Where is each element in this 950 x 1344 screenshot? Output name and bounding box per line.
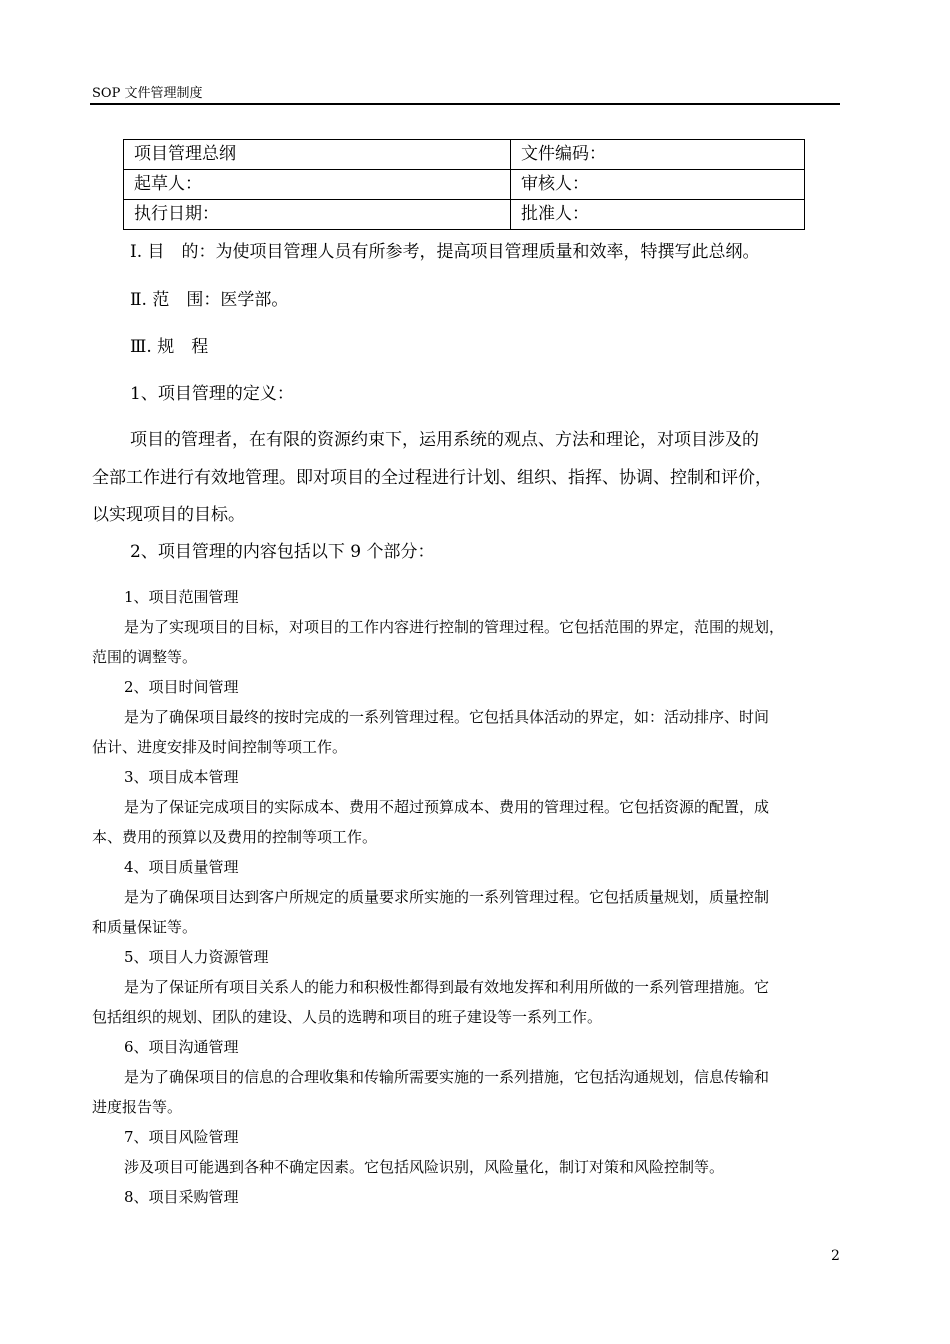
part-text: 进度报告等。 <box>92 1098 183 1116</box>
part-text: 是为了实现项目的目标，对项目的工作内容进行控制的管理过程。它包括范围的界定，范围的规划， <box>124 618 785 636</box>
header-rule <box>90 103 840 105</box>
part-text: 是为了确保项目的信息的合理收集和传输所需要实施的一系列措施，它包括沟通规划，信息传输和 <box>124 1068 770 1086</box>
part-text: 是为了确保项目最终的按时完成的一系列管理过程。它包括具体活动的界定，如：活动排序、时间 <box>124 708 770 726</box>
part-title: 6、项目沟通管理 <box>124 1038 239 1056</box>
part-text: 和质量保证等。 <box>92 918 198 936</box>
part-text: 包括组织的规划、团队的建设、人员的选聘和项目的班子建设等一系列工作。 <box>92 1008 603 1026</box>
table-row <box>124 170 805 200</box>
part-title: 8、项目采购管理 <box>124 1188 239 1206</box>
table-cell-project-title: 项目管理总纲 <box>124 140 511 170</box>
definition-line: 项目的管理者，在有限的资源约束下，运用系统的观点、方法和理论，对项目涉及的 <box>130 430 759 450</box>
table-cell-effective-date: 执行日期： <box>124 200 511 230</box>
part-title: 5、项目人力资源管理 <box>124 948 269 966</box>
part-title: 3、项目成本管理 <box>124 768 239 786</box>
part-title: 1、项目范围管理 <box>124 588 239 606</box>
section-scope: Ⅱ. 范 围：医学部。 <box>130 290 289 310</box>
definition-line: 全部工作进行有效地管理。即对项目的全过程进行计划、组织、指挥、协调、控制和评价， <box>92 468 772 488</box>
part-title: 7、项目风险管理 <box>124 1128 239 1146</box>
table-cell-approver: 批准人： <box>511 200 805 230</box>
part-title: 4、项目质量管理 <box>124 858 239 876</box>
part-text: 范围的调整等。 <box>92 648 198 666</box>
part-text: 涉及项目可能遇到各种不确定因素。它包括风险识别，风险量化，制订对策和风险控制等。 <box>124 1158 725 1176</box>
table-row <box>124 140 805 170</box>
definition-heading: 1、项目管理的定义： <box>130 384 294 404</box>
table-row <box>124 200 805 230</box>
content-heading: 2、项目管理的内容包括以下 9 个部分： <box>130 542 435 562</box>
part-text: 是为了保证所有项目关系人的能力和积极性都得到最有效地发挥和利用所做的一系列管理措施。它 <box>124 978 770 996</box>
part-text: 估计、进度安排及时间控制等项工作。 <box>92 738 348 756</box>
part-text: 是为了保证完成项目的实际成本、费用不超过预算成本、费用的管理过程。它包括资源的配置，成 <box>124 798 770 816</box>
page-number: 2 <box>831 1248 840 1264</box>
document-info-table <box>123 139 805 230</box>
part-text: 是为了确保项目达到客户所规定的质量要求所实施的一系列管理过程。它包括质量规划，质量控制 <box>124 888 770 906</box>
definition-line: 以实现项目的目标。 <box>92 505 245 525</box>
part-title: 2、项目时间管理 <box>124 678 239 696</box>
part-text: 本、费用的预算以及费用的控制等项工作。 <box>92 828 378 846</box>
section-purpose: Ⅰ. 目 的：为使项目管理人员有所参考，提高项目管理质量和效率，特撰写此总纲。 <box>130 242 760 262</box>
table-cell-reviewer: 审核人： <box>511 170 805 200</box>
document-header-title: SOP 文件管理制度 <box>92 86 203 101</box>
table-cell-drafter: 起草人： <box>124 170 511 200</box>
section-procedure: Ⅲ. 规 程 <box>130 337 209 357</box>
table-cell-document-code: 文件编码： <box>511 140 805 170</box>
